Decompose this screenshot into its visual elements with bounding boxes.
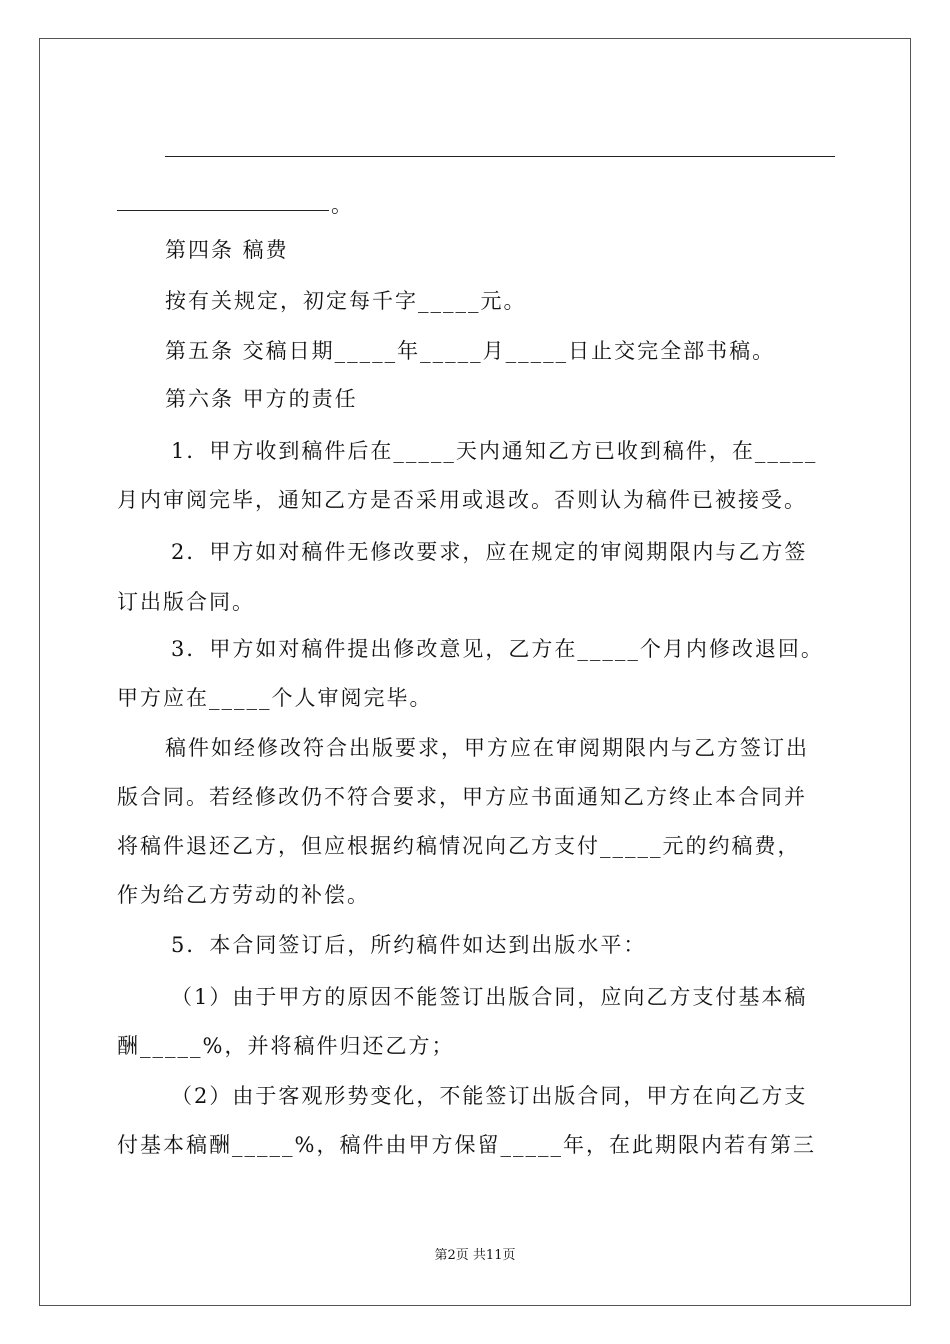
text-line: 将稿件退还乙方，但应根据约稿情况向乙方支付_____元的约稿费，: [117, 834, 801, 858]
article-heading: 第六条 甲方的责任: [165, 387, 358, 411]
article-heading: 第四条 稿费: [165, 238, 289, 262]
text-line: 5．本合同签订后，所约稿件如达到出版水平：: [171, 933, 647, 957]
text-line: 2．甲方如对稿件无修改要求，应在规定的审阅期限内与乙方签: [171, 540, 808, 564]
text-line: 。: [331, 193, 354, 217]
article-heading: 第五条 交稿日期_____年_____月_____日止交完全部书稿。: [165, 339, 776, 363]
blank-fill-line: [165, 156, 835, 157]
blank-fill-line: [117, 210, 329, 211]
text-line: 3．甲方如对稿件提出修改意见，乙方在_____个月内修改退回。: [171, 637, 824, 661]
text-line: （1）由于甲方的原因不能签订出版合同，应向乙方支付基本稿: [171, 985, 808, 1009]
text-line: 版合同。若经修改仍不符合要求，甲方应书面通知乙方终止本合同并: [117, 785, 807, 809]
text-line: 甲方应在_____个人审阅完毕。: [117, 686, 433, 710]
page-number-footer: 第2页 共11页: [434, 1248, 516, 1263]
text-line: （2）由于客观形势变化，不能签订出版合同，甲方在向乙方支: [171, 1084, 808, 1108]
text-line: 1．甲方收到稿件后在_____天内通知乙方已收到稿件，在_____: [171, 439, 818, 463]
text-line: 作为给乙方劳动的补偿。: [117, 883, 370, 907]
text-line: 月内审阅完毕，通知乙方是否采用或退改。否则认为稿件已被接受。: [117, 488, 807, 512]
text-line: 按有关规定，初定每千字_____元。: [165, 289, 527, 313]
text-line: 订出版合同。: [117, 590, 255, 614]
text-line: 酬_____%，并将稿件归还乙方；: [117, 1034, 455, 1058]
text-line: 付基本稿酬_____%，稿件由甲方保留_____年，在此期限内若有第三: [117, 1133, 816, 1157]
text-line: 稿件如经修改符合出版要求，甲方应在审阅期限内与乙方签订出: [165, 736, 809, 760]
page-frame: [39, 38, 911, 1306]
